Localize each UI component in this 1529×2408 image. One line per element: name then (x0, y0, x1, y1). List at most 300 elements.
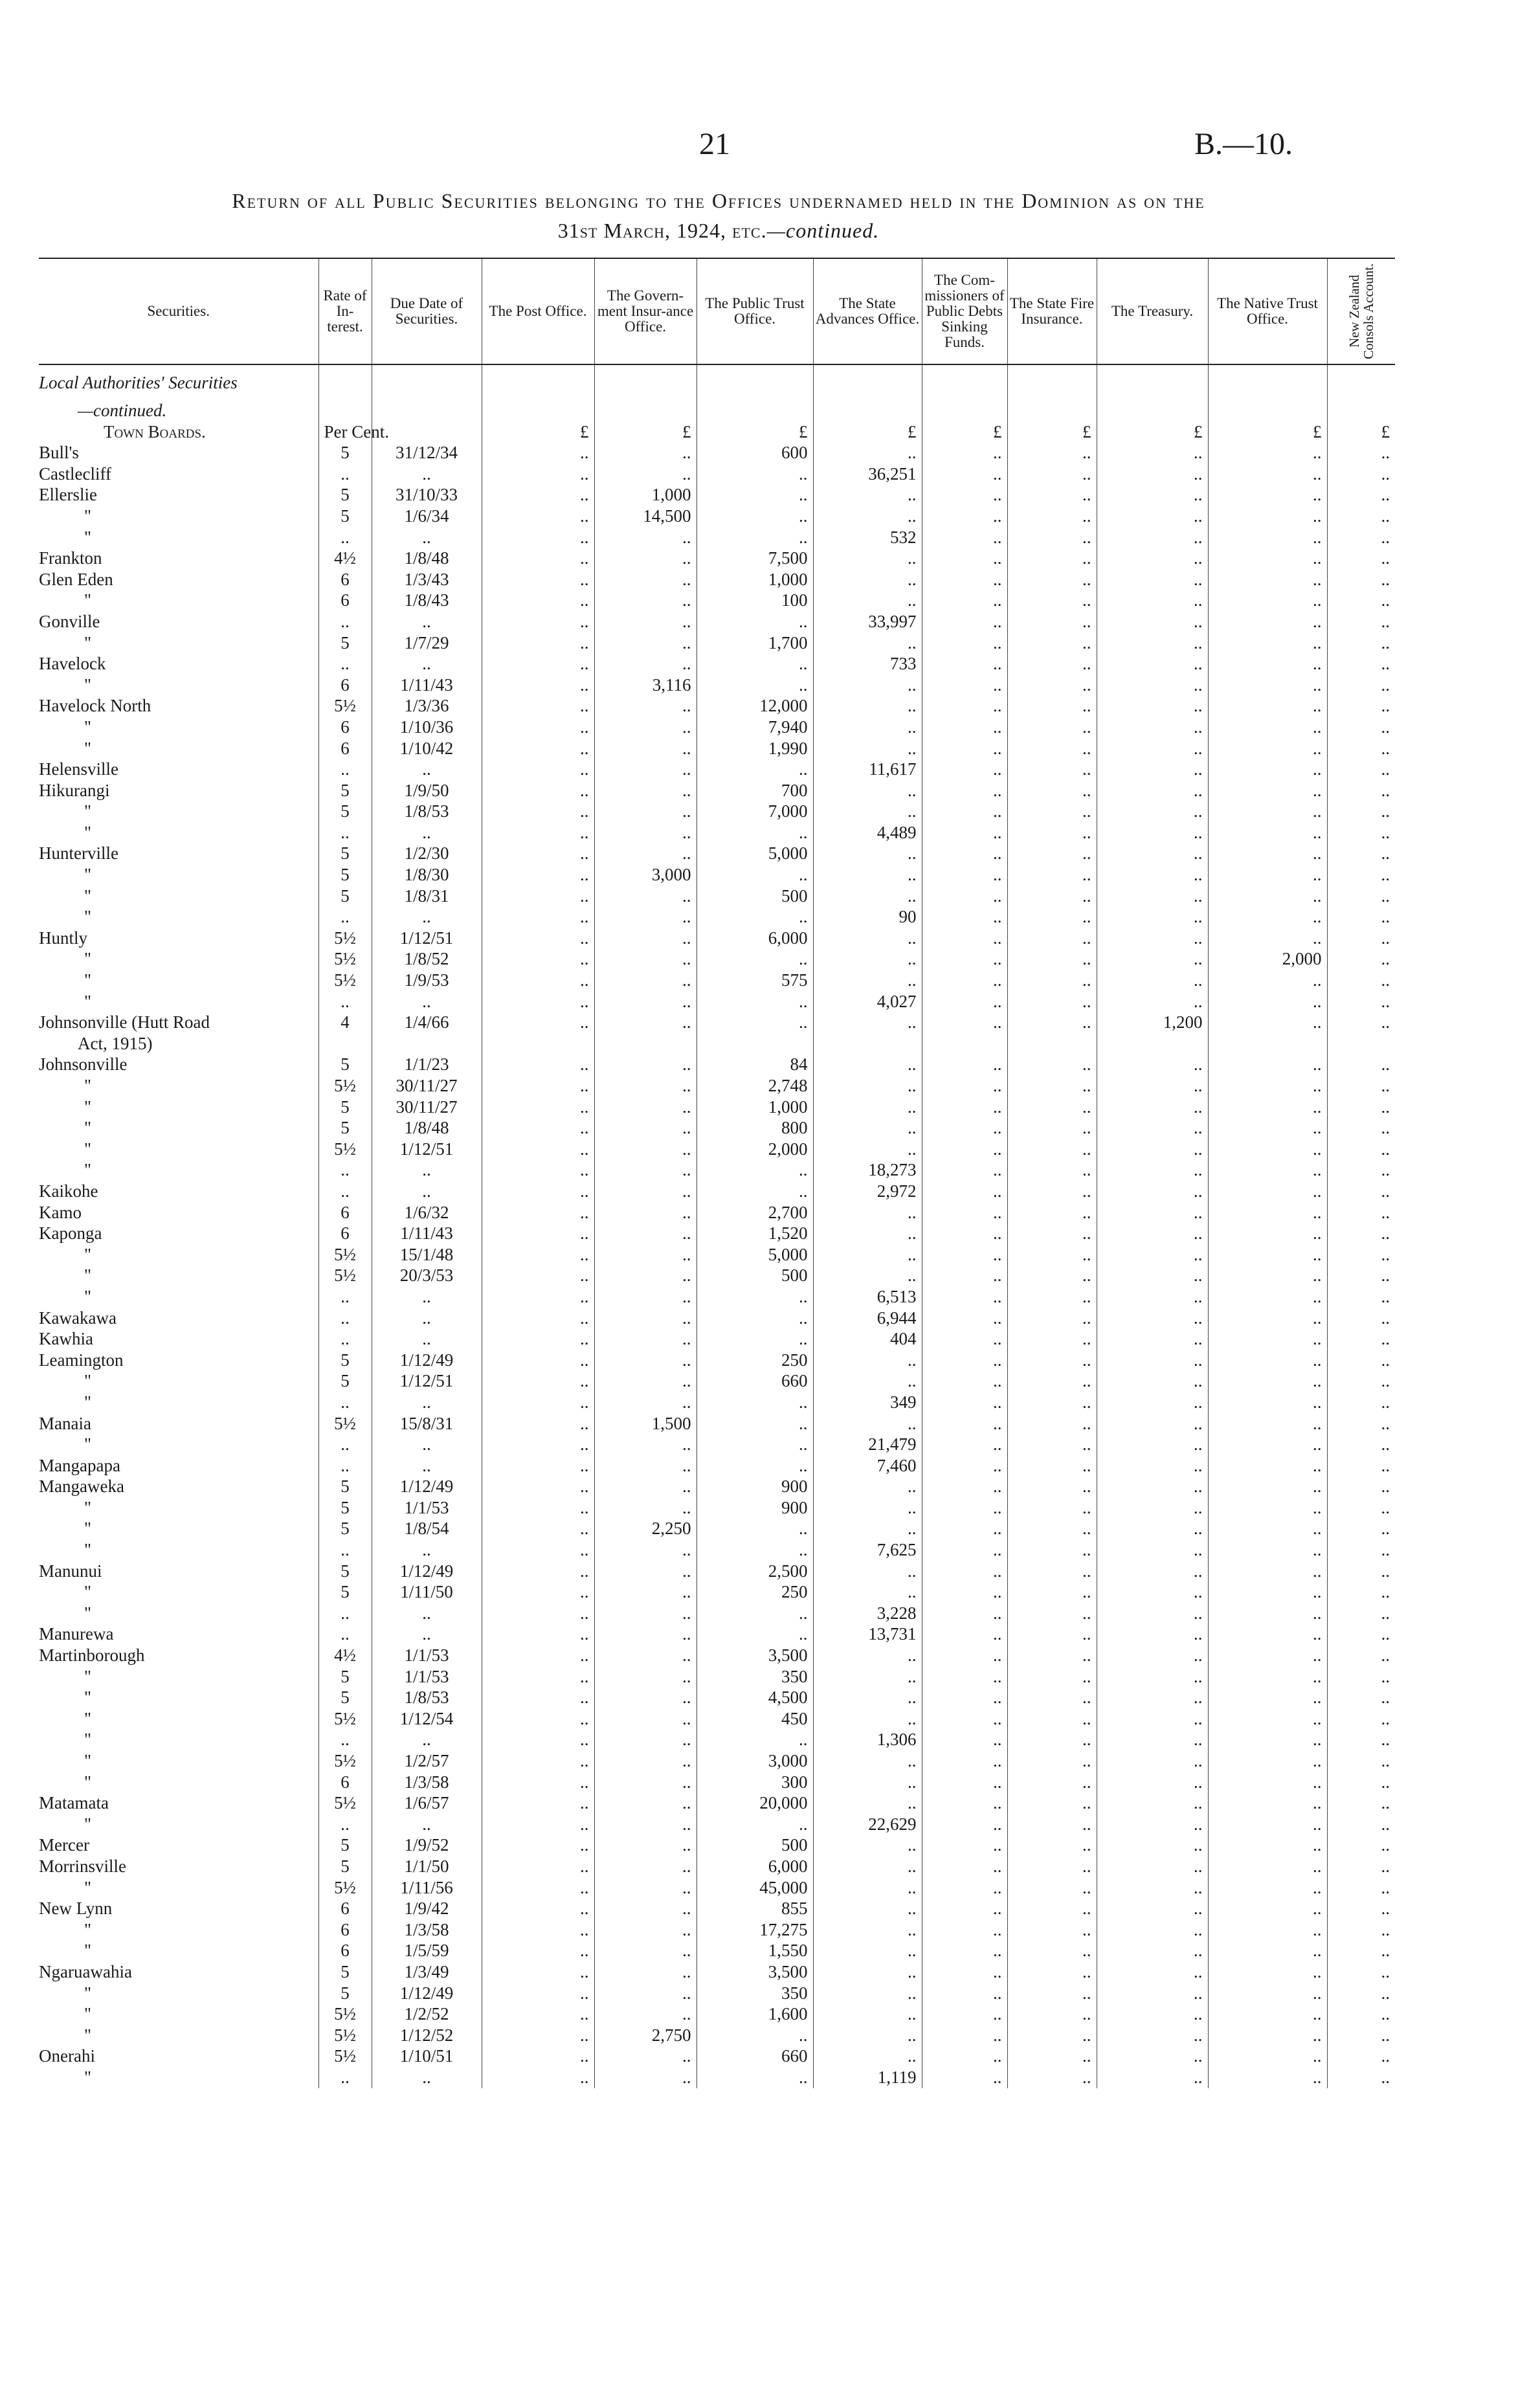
value-cell: .. (1208, 1834, 1327, 1856)
value-cell: .. (1097, 527, 1208, 548)
value-cell: .. (1097, 590, 1208, 611)
value-cell: 5 (318, 1856, 372, 1877)
value-cell: .. (922, 1687, 1007, 1708)
value-cell: .. (1097, 1350, 1208, 1371)
value-cell: 3,000 (594, 864, 697, 886)
value-cell: .. (482, 1940, 594, 1961)
value-cell: 450 (697, 1708, 813, 1730)
value-cell: .. (1007, 1772, 1097, 1793)
table-row (39, 1181, 1395, 1202)
value-cell: .. (482, 2003, 594, 2025)
value-cell: .. (1208, 653, 1327, 674)
value-cell: .. (594, 738, 697, 759)
value-cell: .. (482, 1350, 594, 1371)
table-row (39, 801, 1395, 822)
value-cell: .. (1097, 1856, 1208, 1877)
value-cell: .. (482, 1286, 594, 1308)
table-row (39, 843, 1395, 864)
value-cell: .. (697, 1012, 813, 1033)
security-name-cell: Local Authorities' Securities (39, 372, 238, 392)
value-cell: .. (813, 1708, 922, 1730)
value-cell: .. (1007, 1434, 1097, 1455)
value-cell: 5 (318, 1054, 372, 1075)
value-cell: .. (482, 1772, 594, 1793)
value-cell: .. (1097, 2046, 1208, 2067)
value-cell: .. (1097, 1603, 1208, 1624)
value-cell: .. (1007, 653, 1097, 674)
value-cell: .. (1097, 1772, 1208, 1793)
value-cell: .. (318, 1603, 372, 1624)
value-cell: 5 (318, 780, 372, 801)
value-cell: .. (1007, 822, 1097, 843)
value-cell: 1/4/66 (372, 1012, 482, 1033)
table-row (39, 1308, 1395, 1329)
value-cell: .. (1208, 886, 1327, 907)
value-cell: 1/10/42 (372, 738, 482, 759)
value-cell: .. (482, 780, 594, 801)
table-row (39, 1877, 1395, 1899)
security-name-cell: " (84, 801, 92, 821)
value-cell: .. (813, 1497, 922, 1519)
value-cell (482, 1033, 594, 1054)
value-cell: .. (922, 1159, 1007, 1181)
value-cell: 30/11/27 (372, 1097, 482, 1118)
security-name-cell: Hikurangi (39, 780, 110, 800)
value-cell: .. (594, 1328, 697, 1350)
security-name-cell: Johnsonville (Hutt Road (39, 1012, 210, 1032)
value-cell: .. (813, 864, 922, 886)
value-cell: 6 (318, 590, 372, 611)
table-row (39, 1350, 1395, 1371)
value-cell: .. (482, 674, 594, 696)
value-cell: .. (813, 2046, 922, 2067)
value-cell: .. (813, 1792, 922, 1814)
value-cell: .. (1097, 1687, 1208, 1708)
value-cell: .. (1208, 2046, 1327, 2067)
value-cell: .. (697, 1413, 813, 1434)
value-cell: .. (922, 632, 1007, 654)
table-row (39, 1033, 1395, 1054)
value-cell: .. (1007, 674, 1097, 696)
security-name-cell: Johnsonville (39, 1054, 128, 1075)
value-cell: .. (318, 906, 372, 928)
value-cell: .. (922, 1645, 1007, 1666)
value-cell (1208, 400, 1327, 421)
table-row (39, 1413, 1395, 1434)
value-cell: .. (697, 1814, 813, 1835)
page-number: 21 (699, 127, 730, 161)
value-cell: 5½ (318, 970, 372, 991)
value-cell: .. (697, 1603, 813, 1624)
value-cell: .. (1007, 1075, 1097, 1097)
value-cell: .. (1327, 822, 1395, 843)
value-cell: 5 (318, 886, 372, 907)
value-cell: .. (1327, 1961, 1395, 1983)
value-cell: .. (813, 801, 922, 822)
value-cell: .. (594, 928, 697, 949)
value-cell: .. (1327, 1814, 1395, 1835)
value-cell: .. (922, 1750, 1007, 1772)
value-cell: .. (318, 1814, 372, 1835)
table-row (39, 886, 1395, 907)
value-cell: 5 (318, 506, 372, 527)
value-cell: .. (482, 1729, 594, 1750)
value-cell: .. (1007, 843, 1097, 864)
value-cell: .. (594, 1202, 697, 1223)
value-cell: 1,000 (697, 1097, 813, 1118)
security-name-cell: Matamata (39, 1793, 109, 1813)
value-cell: 5 (318, 1097, 372, 1118)
value-cell: .. (1097, 2067, 1208, 2088)
value-cell: 1/6/57 (372, 1792, 482, 1814)
value-cell: .. (1327, 886, 1395, 907)
value-cell: .. (1208, 1687, 1327, 1708)
value-cell: .. (1007, 886, 1097, 907)
value-cell: .. (1327, 1687, 1395, 1708)
value-cell: .. (1327, 759, 1395, 780)
value-cell: .. (318, 1181, 372, 1202)
security-name-cell: " (84, 590, 92, 610)
value-cell: .. (1097, 2003, 1208, 2025)
value-cell: .. (1327, 590, 1395, 611)
value-cell: .. (1097, 1708, 1208, 1730)
value-cell: .. (372, 1181, 482, 1202)
value-cell: .. (1208, 1856, 1327, 1877)
table-row (39, 421, 1395, 443)
value-cell: .. (813, 1772, 922, 1793)
value-cell: .. (594, 948, 697, 970)
value-cell: .. (813, 1645, 922, 1666)
value-cell: .. (1327, 1139, 1395, 1160)
value-cell: .. (482, 1497, 594, 1519)
security-name-cell: Manaia (39, 1413, 91, 1433)
value-cell (1208, 364, 1327, 400)
value-cell: .. (1327, 1983, 1395, 2004)
value-cell: .. (1327, 1392, 1395, 1413)
value-cell: .. (482, 695, 594, 717)
value-cell: .. (1007, 864, 1097, 886)
value-cell (594, 400, 697, 421)
value-cell: .. (813, 1750, 922, 1772)
value-cell: .. (1097, 1139, 1208, 1160)
value-cell: .. (482, 1202, 594, 1223)
value-cell: 600 (697, 442, 813, 463)
value-cell: .. (697, 1328, 813, 1350)
table-row (39, 1940, 1395, 1961)
value-cell: 1/1/23 (372, 1054, 482, 1075)
value-cell: .. (813, 1244, 922, 1265)
security-name-cell: " (84, 1139, 92, 1159)
value-cell: .. (482, 1413, 594, 1434)
value-cell: 1/7/29 (372, 632, 482, 654)
value-cell: 733 (813, 653, 922, 674)
value-cell: .. (1208, 1772, 1327, 1793)
value-cell: .. (1208, 1350, 1327, 1371)
value-cell: .. (1208, 1139, 1327, 1160)
value-cell: 6 (318, 674, 372, 696)
value-cell: .. (594, 1856, 697, 1877)
value-cell: .. (594, 1877, 697, 1899)
table-row (39, 1244, 1395, 1265)
value-cell: 5½ (318, 2003, 372, 2025)
value-cell: 1/2/30 (372, 843, 482, 864)
value-cell: .. (1097, 738, 1208, 759)
value-cell: .. (1208, 1244, 1327, 1265)
value-cell: .. (482, 1434, 594, 1455)
value-cell: .. (594, 590, 697, 611)
value-cell: .. (813, 1097, 922, 1118)
value-cell: 1/3/58 (372, 1772, 482, 1793)
value-cell: 1/9/42 (372, 1898, 482, 1919)
value-cell: 5 (318, 484, 372, 506)
value-cell: .. (594, 1539, 697, 1561)
value-cell: .. (1007, 780, 1097, 801)
security-name-cell: Huntly (39, 928, 88, 948)
value-cell: .. (1208, 1603, 1327, 1624)
value-cell: .. (482, 1075, 594, 1097)
value-cell: .. (1208, 611, 1327, 632)
value-cell: .. (922, 864, 1007, 886)
value-cell: .. (1208, 1370, 1327, 1392)
value-cell: .. (1208, 484, 1327, 506)
value-cell: .. (372, 527, 482, 548)
value-cell: .. (1327, 1202, 1395, 1223)
value-cell: .. (1097, 1623, 1208, 1645)
value-cell: .. (922, 1940, 1007, 1961)
col-treasury: The Treasury. (1097, 258, 1208, 364)
value-cell: .. (372, 906, 482, 928)
value-cell (1007, 1033, 1097, 1054)
value-cell: .. (594, 843, 697, 864)
value-cell: .. (482, 527, 594, 548)
value-cell: .. (1327, 1455, 1395, 1477)
value-cell: .. (1208, 1708, 1327, 1730)
value-cell: 5½ (318, 1075, 372, 1097)
value-cell: .. (1007, 928, 1097, 949)
value-cell: 1/6/34 (372, 506, 482, 527)
value-cell: .. (1327, 548, 1395, 569)
value-cell: .. (1208, 1455, 1327, 1477)
value-cell: 5 (318, 801, 372, 822)
value-cell: 18,273 (813, 1159, 922, 1181)
security-name-cell: Hunterville (39, 843, 118, 864)
value-cell: 1/12/51 (372, 928, 482, 949)
value-cell: .. (594, 1772, 697, 1793)
col-consols-label: New Zealand Consols Account. (1346, 263, 1376, 360)
value-cell: 1/11/43 (372, 674, 482, 696)
value-cell: .. (1097, 1328, 1208, 1350)
value-cell: .. (697, 759, 813, 780)
value-cell: 1/12/49 (372, 1476, 482, 1497)
value-cell: .. (1097, 948, 1208, 970)
table-row (39, 1792, 1395, 1814)
value-cell (372, 400, 482, 421)
security-name-cell: " (84, 886, 92, 906)
security-name-cell: " (84, 674, 92, 695)
value-cell: 6 (318, 1919, 372, 1941)
security-name-cell: " (84, 1983, 92, 2003)
value-cell: .. (1097, 548, 1208, 569)
value-cell: .. (1097, 1244, 1208, 1265)
value-cell: .. (594, 1961, 697, 1983)
value-cell: .. (1097, 1581, 1208, 1603)
value-cell: £ (482, 421, 594, 443)
value-cell: .. (922, 970, 1007, 991)
value-cell: .. (813, 1413, 922, 1434)
value-cell: 1/10/51 (372, 2046, 482, 2067)
value-cell: .. (1327, 653, 1395, 674)
value-cell: 7,625 (813, 1539, 922, 1561)
security-name-cell: " (84, 1434, 92, 1455)
value-cell: .. (594, 1392, 697, 1413)
value-cell: .. (594, 1054, 697, 1075)
value-cell: .. (482, 1708, 594, 1730)
value-cell: .. (594, 1434, 697, 1455)
value-cell: .. (1327, 1054, 1395, 1075)
value-cell (1007, 364, 1097, 400)
value-cell: 5½ (318, 2046, 372, 2067)
value-cell: .. (1327, 484, 1395, 506)
value-cell (318, 400, 372, 421)
value-cell: .. (922, 1265, 1007, 1286)
table-row (39, 1772, 1395, 1793)
value-cell: .. (1007, 484, 1097, 506)
value-cell: .. (922, 991, 1007, 1012)
value-cell: 3,000 (697, 1750, 813, 1772)
value-cell: .. (482, 864, 594, 886)
value-cell: .. (482, 1834, 594, 1856)
value-cell: .. (1208, 1392, 1327, 1413)
value-cell: .. (594, 2046, 697, 2067)
value-cell: 5 (318, 864, 372, 886)
value-cell: .. (813, 886, 922, 907)
value-cell: 1,700 (697, 632, 813, 654)
value-cell: .. (1327, 780, 1395, 801)
col-consols (1327, 258, 1395, 364)
value-cell: 3,228 (813, 1603, 922, 1624)
security-name-cell: Act, 1915) (78, 1033, 153, 1053)
value-cell: 1,500 (594, 1413, 697, 1434)
value-cell: .. (1097, 1286, 1208, 1308)
value-cell: .. (1007, 2025, 1097, 2046)
value-cell: .. (1007, 1708, 1097, 1730)
value-cell: .. (697, 948, 813, 970)
value-cell: .. (813, 674, 922, 696)
value-cell: .. (1327, 569, 1395, 590)
value-cell: .. (922, 1772, 1007, 1793)
value-cell: .. (1208, 1623, 1327, 1645)
value-cell: .. (594, 1603, 697, 1624)
value-cell: .. (1208, 738, 1327, 759)
value-cell: .. (922, 1202, 1007, 1223)
value-cell: .. (697, 1434, 813, 1455)
value-cell: .. (1208, 1308, 1327, 1329)
value-cell: .. (1007, 569, 1097, 590)
value-cell (697, 400, 813, 421)
value-cell: .. (594, 801, 697, 822)
value-cell: 800 (697, 1117, 813, 1139)
value-cell: .. (482, 1919, 594, 1941)
value-cell: 5 (318, 1666, 372, 1688)
value-cell: .. (1097, 906, 1208, 928)
value-cell: .. (1097, 1265, 1208, 1286)
value-cell: .. (1097, 2025, 1208, 2046)
value-cell: .. (1327, 1898, 1395, 1919)
value-cell: .. (1097, 1877, 1208, 1899)
value-cell: .. (697, 674, 813, 696)
value-cell: .. (1327, 611, 1395, 632)
value-cell: .. (1007, 991, 1097, 1012)
value-cell: .. (922, 442, 1007, 463)
value-cell: .. (813, 1961, 922, 1983)
value-cell: .. (594, 1708, 697, 1730)
value-cell: .. (482, 1012, 594, 1033)
value-cell: .. (482, 1476, 594, 1497)
value-cell: £ (697, 421, 813, 443)
value-cell: 33,997 (813, 611, 922, 632)
value-cell: .. (1327, 463, 1395, 485)
table-row (39, 695, 1395, 717)
table-row (39, 1539, 1395, 1561)
value-cell: .. (372, 1539, 482, 1561)
value-cell: 5½ (318, 1139, 372, 1160)
table-row (39, 970, 1395, 991)
value-cell: .. (697, 2067, 813, 2088)
value-cell: .. (922, 1708, 1007, 1730)
value-cell: .. (318, 822, 372, 843)
value-cell: .. (1208, 970, 1327, 991)
value-cell: .. (482, 506, 594, 527)
value-cell: 1,000 (594, 484, 697, 506)
value-cell: .. (922, 1814, 1007, 1835)
table-row (39, 928, 1395, 949)
value-cell: .. (1208, 864, 1327, 886)
value-cell: .. (594, 906, 697, 928)
value-cell: 4,489 (813, 822, 922, 843)
value-cell: .. (1097, 843, 1208, 864)
value-cell: 1,000 (697, 569, 813, 590)
value-cell: .. (1007, 1792, 1097, 1814)
value-cell: .. (813, 1075, 922, 1097)
value-cell: .. (594, 611, 697, 632)
value-cell: Per Cent. (318, 421, 372, 443)
security-name-cell: " (84, 1371, 92, 1391)
security-name-cell: " (84, 1497, 92, 1517)
col-sinking-funds: The Com-missioners of Public Debts Sinking Funds. (922, 258, 1007, 364)
value-cell: .. (1327, 1159, 1395, 1181)
value-cell: 4,027 (813, 991, 922, 1012)
value-cell: .. (372, 822, 482, 843)
value-cell: .. (1097, 1392, 1208, 1413)
security-name-cell: " (84, 822, 92, 842)
value-cell: .. (922, 2025, 1007, 2046)
value-cell: 1/12/49 (372, 1350, 482, 1371)
value-cell: 4½ (318, 548, 372, 569)
table-row (39, 1729, 1395, 1750)
value-cell: .. (1208, 442, 1327, 463)
value-cell: .. (697, 1729, 813, 1750)
value-cell: .. (1208, 1075, 1327, 1097)
value-cell: .. (1208, 1877, 1327, 1899)
value-cell: .. (594, 463, 697, 485)
table-row (39, 864, 1395, 886)
value-cell: .. (922, 1244, 1007, 1265)
value-cell: .. (1007, 1581, 1097, 1603)
value-cell: 7,940 (697, 717, 813, 738)
value-cell: .. (318, 1729, 372, 1750)
value-cell (1208, 1033, 1327, 1054)
value-cell: .. (813, 632, 922, 654)
